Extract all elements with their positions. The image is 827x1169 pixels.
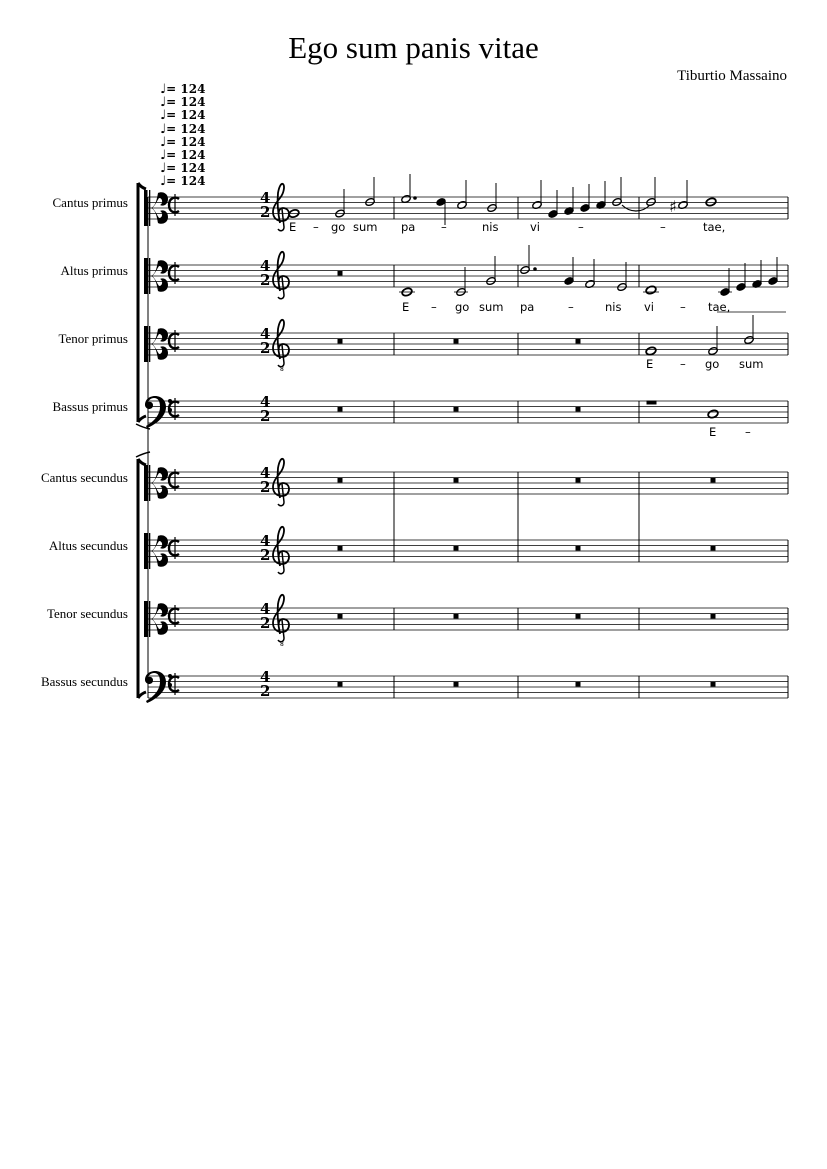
staff — [148, 676, 788, 698]
meter-numerator: 4 — [260, 189, 271, 207]
note — [643, 285, 659, 295]
treble-clef-icon — [273, 459, 289, 506]
lyric-syllable: sum — [739, 357, 764, 371]
composer: Tiburtio Massaino — [677, 68, 787, 84]
staff — [148, 540, 788, 562]
lyric-syllable: go — [705, 357, 720, 371]
treble-clef-8vb-icon — [273, 320, 289, 373]
barlines — [148, 197, 788, 698]
staff — [148, 401, 788, 423]
whole-rest-icon — [338, 407, 343, 412]
meter-denominator: 2 — [260, 478, 271, 496]
whole-rest-icon — [711, 546, 716, 551]
note — [744, 315, 755, 345]
staff — [148, 333, 788, 355]
lyric-syllable: E — [402, 300, 410, 314]
note — [678, 180, 689, 210]
meter-denominator: 2 — [260, 339, 271, 357]
treble-clef-icon — [273, 252, 289, 299]
note — [564, 257, 575, 286]
whole-rest-icon — [338, 546, 343, 551]
staff — [148, 608, 788, 630]
lyric-syllable: go — [331, 220, 346, 234]
meter-numerator: 4 — [260, 257, 271, 275]
meter-numerator: 4 — [260, 393, 271, 411]
meter-denominator: 2 — [260, 546, 271, 564]
tempo-mark: ♩= 124 — [160, 174, 206, 190]
staff — [148, 265, 788, 287]
quarter-note-icon: ♩ — [160, 148, 167, 164]
whole-rest-icon — [576, 614, 581, 619]
note — [705, 197, 717, 207]
note — [399, 287, 415, 297]
whole-rest-icon — [576, 682, 581, 687]
meter-numerator: 4 — [260, 668, 271, 686]
whole-rest-icon — [711, 614, 716, 619]
lyric-hyphen: – — [313, 220, 319, 234]
note — [752, 260, 763, 289]
whole-rest-icon — [338, 682, 343, 687]
meter-denominator: 2 — [260, 407, 271, 425]
quarter-note-icon: ♩ — [160, 121, 167, 137]
tempo-mark: ♩= 124 — [160, 134, 206, 150]
staff — [148, 197, 788, 219]
meter-numerator: 4 — [260, 600, 271, 618]
treble-clef-icon — [273, 527, 289, 574]
lyric-hyphen: – — [680, 300, 686, 314]
lyric-syllable: E — [709, 425, 717, 439]
lyric-syllable: E — [289, 220, 297, 234]
note — [457, 180, 468, 210]
staves — [148, 197, 788, 698]
whole-rest-icon — [576, 407, 581, 412]
note — [768, 257, 779, 286]
whole-rest-icon — [576, 478, 581, 483]
whole-rest-icon — [454, 339, 459, 344]
lyric-hyphen: – — [441, 220, 447, 234]
instrument-name-tenor-secundus: Tenor secundus — [46, 606, 128, 621]
meter-denominator: 2 — [260, 271, 271, 289]
note — [580, 184, 591, 213]
lyric-hyphen: – — [431, 300, 437, 314]
note — [585, 259, 596, 289]
lyric-syllable: go — [455, 300, 470, 314]
instrument-name-cantus-secundus: Cantus secundus — [40, 470, 128, 485]
lyric-hyphen: – — [745, 425, 751, 439]
lyric-hyphen: – — [578, 220, 584, 234]
instrument-name-bassus-primus: Bassus primus — [52, 399, 128, 414]
lyrics-bassus-primus — [709, 425, 751, 439]
lyric-syllable: tae, — [708, 300, 731, 314]
note — [708, 326, 719, 356]
quarter-note-icon: ♩ — [160, 134, 167, 150]
lyric-hyphen: – — [568, 300, 574, 314]
tempo-mark: ♩= 124 — [160, 108, 206, 124]
whole-rest-icon — [454, 682, 459, 687]
treble-clef-icon — [273, 184, 289, 231]
note — [548, 190, 559, 219]
instrument-name-tenor-primus: Tenor primus — [58, 331, 128, 346]
lyrics-cantus-primus — [289, 220, 725, 234]
whole-rest-icon — [454, 478, 459, 483]
meter-signatures — [260, 189, 270, 700]
note — [645, 346, 657, 356]
quarter-note-icon: ♩ — [160, 108, 167, 124]
lyric-syllable: tae, — [703, 220, 726, 234]
quarter-note-icon: ♩ — [160, 174, 167, 190]
score-system: 8 4 2 4 2 4 2 4 2 4 2 4 2 4 2 4 2 ♯ E – go sum pa – nis vi – – tae, E – go sum pa – nis vi – tae, E – go sum E – — [0, 0, 827, 1169]
whole-rest-icon — [576, 339, 581, 344]
staff — [148, 472, 788, 494]
lyric-hyphen: – — [680, 357, 686, 371]
tempo-mark: ♩= 124 — [160, 82, 206, 97]
meter-denominator: 2 — [260, 614, 271, 632]
lyric-syllable: pa — [401, 220, 416, 234]
instrument-name-bassus-secundus: Bassus secundus — [40, 674, 128, 689]
lyrics-altus-primus — [402, 300, 730, 314]
cut-time-signatures — [169, 194, 179, 695]
tempo-mark: ♩= 124 — [160, 95, 206, 111]
lyric-hyphen: – — [660, 220, 666, 234]
lyric-syllable: vi — [644, 300, 655, 314]
whole-rest-icon — [454, 546, 459, 551]
note — [564, 187, 575, 216]
lyric-syllable: sum — [353, 220, 378, 234]
notes — [288, 174, 778, 419]
meter-numerator: 4 — [260, 464, 271, 482]
whole-rest-icon — [454, 407, 459, 412]
sharp-icon: ♯ — [669, 197, 677, 216]
treble-clefs — [273, 184, 289, 648]
meter-numerator: 4 — [260, 532, 271, 550]
whole-rest-icon — [338, 614, 343, 619]
lyric-syllable: nis — [605, 300, 622, 314]
whole-rest-icon — [454, 614, 459, 619]
note — [532, 180, 543, 210]
score-title: Ego sum panis vitae — [288, 30, 539, 65]
quarter-note-icon: ♩ — [160, 82, 167, 97]
whole-rest-icon — [711, 682, 716, 687]
note — [718, 268, 732, 297]
whole-rest-icon — [338, 271, 343, 276]
lyric-syllable: nis — [482, 220, 499, 234]
quarter-note-icon: ♩ — [160, 95, 167, 111]
tempo-mark: ♩= 124 — [160, 161, 206, 177]
note — [736, 263, 747, 292]
whole-rest-icon — [711, 478, 716, 483]
instrument-name-altus-primus: Altus primus — [60, 263, 128, 278]
instrument-name-cantus-primus: Cantus primus — [52, 195, 128, 210]
whole-rest-icon — [576, 546, 581, 551]
note — [401, 174, 417, 204]
whole-rest-icon — [338, 478, 343, 483]
tempo-mark: ♩= 124 — [160, 148, 206, 164]
lyric-syllable: vi — [530, 220, 541, 234]
tempo-mark: ♩= 124 — [160, 121, 206, 137]
note — [596, 181, 607, 210]
lyrics-tenor-primus — [646, 357, 763, 371]
treble-clef-8vb-icon — [273, 595, 289, 648]
meter-denominator: 2 — [260, 682, 271, 700]
half-rest-icon — [647, 401, 656, 404]
meter-numerator: 4 — [260, 325, 271, 343]
whole-rest-icon — [338, 339, 343, 344]
quarter-note-icon: ♩ — [160, 161, 167, 177]
meter-denominator: 2 — [260, 203, 271, 221]
lyric-syllable: sum — [479, 300, 504, 314]
instrument-name-altus-secundus: Altus secundus — [48, 538, 128, 553]
lyric-syllable: pa — [520, 300, 535, 314]
lyric-syllable: E — [646, 357, 654, 371]
